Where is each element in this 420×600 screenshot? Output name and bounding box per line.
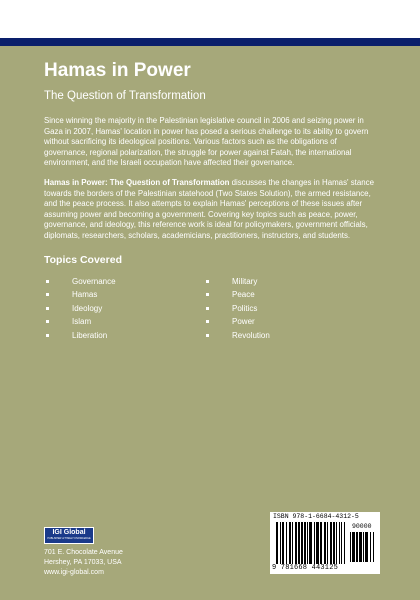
publisher-logo-tagline: PUBLISHER of TIMELY KNOWLEDGE — [47, 537, 91, 540]
topic-item: Governance — [44, 275, 204, 289]
topics-column-right — [204, 275, 364, 343]
address-line-2: Hershey, PA 17033, USA — [44, 559, 122, 566]
barcode-number: 9 781668 443125 — [272, 564, 339, 572]
top-white-band — [0, 0, 420, 38]
price-barcode-bars — [350, 532, 374, 562]
description-book-title: Hamas in Power: The Question of Transformation — [44, 177, 230, 187]
address-line-1: 701 E. Chocolate Avenue — [44, 549, 123, 556]
isbn-barcode — [270, 512, 380, 574]
topic-item: Hamas — [44, 288, 204, 302]
back-cover-content — [44, 60, 379, 342]
topic-item: Military — [204, 275, 364, 289]
barcode-bars — [276, 522, 346, 564]
book-title: Hamas in Power — [44, 60, 191, 81]
publisher-logo — [44, 527, 94, 544]
topic-item: Peace — [204, 288, 364, 302]
topic-item: Revolution — [204, 329, 364, 343]
topic-item: Politics — [204, 302, 364, 316]
description-paragraph-2 — [44, 178, 379, 242]
description-paragraph-2-text: discusses the changes in Hamas' stance towards the borders of the Palestinian statehood (Two States Solution), the armed resistance, and the peace process. It also attempts to explain Hamas' perceptions of these issues after assuming power and becoming a government. Covering key topics such as peace, power, governance, and ideology, this reference work is ideal for policymakers, government officials, diplomats, researchers, scholars, academicians, practitioners, instructors, and students. — [44, 177, 374, 240]
topic-item: Ideology — [44, 302, 204, 316]
description-paragraph-1: Since winning the majority in the Palestinian legislative council in 2006 and seizing power in Gaza in 2007, Hamas' location in power has posed a serious challenge to its ability to govern without sacrificing its ideological positions. Various factors such as the obligations of governance, regional polarization, the struggle for power against Fatah, the international environment, and the Israeli occupation have affected their governance. — [44, 116, 369, 168]
publisher-address — [44, 548, 123, 578]
topics-column-left — [44, 275, 204, 343]
topic-item: Islam — [44, 315, 204, 329]
topics-heading: Topics Covered — [44, 253, 122, 266]
topic-item: Power — [204, 315, 364, 329]
topics-list — [44, 275, 379, 343]
publisher-website: www.igi-global.com — [44, 569, 104, 576]
top-blue-stripe — [0, 38, 420, 46]
topic-item: Liberation — [44, 329, 204, 343]
book-subtitle: The Question of Transformation — [44, 90, 206, 102]
isbn-text: ISBN 978-1-6684-4312-5 — [273, 513, 359, 520]
price-code: 90000 — [352, 523, 372, 530]
publisher-logo-text: IGI Global — [52, 529, 86, 536]
